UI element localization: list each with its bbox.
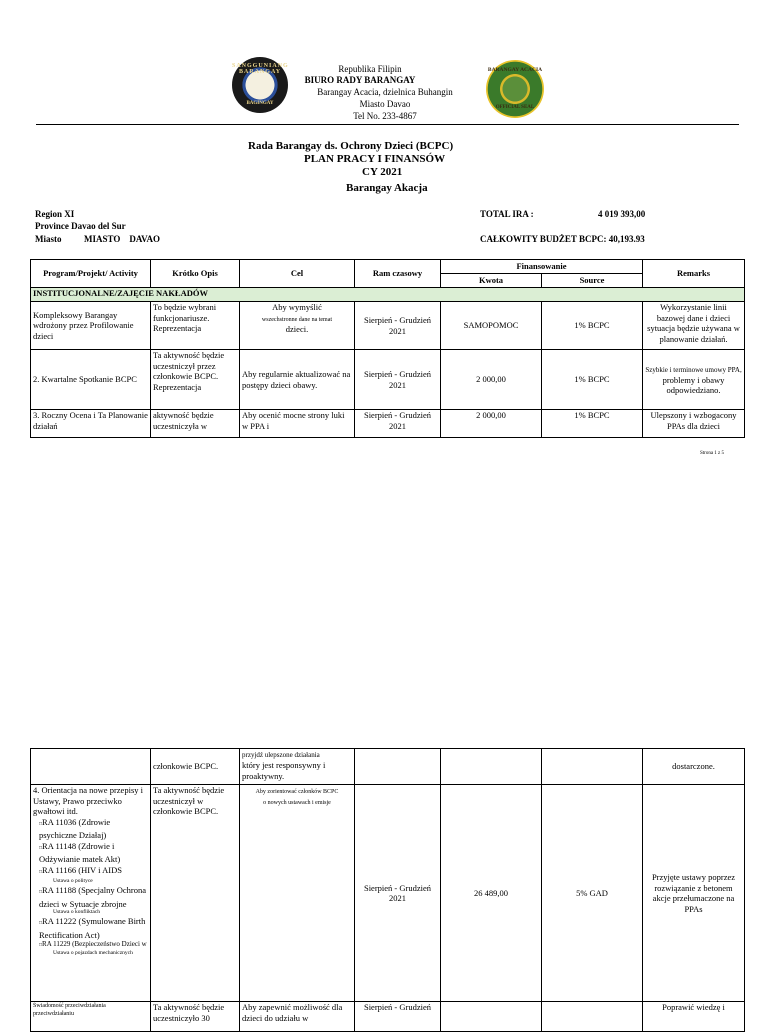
row4-goal [240, 785, 355, 1002]
col-amount: Kwota [441, 274, 542, 288]
row3-source: 1% BCPC [542, 410, 643, 438]
document-title: Rada Barangay ds. Ochrony Dzieci (BCPC) [248, 140, 454, 152]
row1-goal [240, 302, 355, 350]
law-item-sub: Ustawa o pojazdach mechanicznych [53, 950, 133, 956]
letterhead-address: Barangay Acacia, dzielnica Buhangin [317, 87, 453, 97]
seal-left-bottom: BAGINGAY [246, 101, 274, 106]
col-funding: Finansowanie [441, 260, 643, 274]
row3-amount: 2 000,00 [441, 410, 542, 438]
law-item [39, 817, 148, 841]
seal-right-text: BARANGAY ACACIA [487, 67, 543, 73]
document-subtitle: PLAN PRACY I FINANSÓW [304, 153, 446, 165]
row4-goal-b: o nowych ustawach i emisje [263, 800, 331, 806]
cont-program [31, 749, 151, 785]
city-label: Miasto MIASTO DAVAO [35, 234, 161, 244]
cont-goal-a: przyjdź ulepszone działania [242, 751, 320, 759]
row2-source: 1% BCPC [542, 350, 643, 410]
law-item-text: RA 11229 (Bezpieczeństwo Dzieci w [42, 940, 147, 948]
seal-left-text: SANGGUNIANG BARANGAY [232, 63, 289, 75]
table-row [31, 410, 745, 438]
section-heading: INSTITUCJONALNE/ZAJĘCIE NAKŁADÓW [31, 288, 745, 302]
law-item-text: RA 11036 (Zdrowie psychiczne Działaj) [39, 816, 111, 840]
letterhead-city: Miasto Davao [359, 99, 411, 109]
cont-source [542, 749, 643, 785]
table-row [31, 749, 745, 785]
cont-goal-b: który jest responsywny i proaktywny. [242, 760, 326, 781]
col-desc: Krótko Opis [151, 260, 240, 288]
cont-goal [240, 749, 355, 785]
letterhead-office: BIURO RADY BARANGAY [304, 75, 416, 85]
row2-goal: Aby regularnie aktualizować na postępy dzieci obawy. [240, 350, 355, 410]
region-label: Region XI [35, 209, 75, 219]
barangay-acacia-seal [486, 60, 544, 118]
row3-remarks: Ulepszony i wzbogacony PPAs dla dzieci [643, 410, 745, 438]
row5-time: Sierpień - Grudzień [355, 1002, 441, 1032]
row1-time: Sierpień - Grudzień 2021 [355, 302, 441, 350]
row4-remarks: Przyjęte ustawy poprzez rozwiązanie z betonem akcje przełumaczone na PPAs [643, 785, 745, 1002]
row4-goal-a: Aby zorientować członków BCPC [255, 789, 339, 795]
row1-goal-a: Aby wymyślić [272, 302, 322, 312]
law-item [39, 865, 148, 886]
row1-remarks: Wykorzystanie linii bazowej dane i dzieci sytuacja będzie używana w planowanie działań. [643, 302, 745, 350]
cont-amount [441, 749, 542, 785]
row3-program: 3. Roczny Ocena i Ta Planowanie działań [31, 410, 151, 438]
bcpc-budget: CAŁKOWITY BUDŻET BCPC: 40,193.93 [480, 234, 645, 244]
row2-time: Sierpień - Grudzień 2021 [355, 350, 441, 410]
row5-desc: Ta aktywność będzie uczestniczyło 30 [151, 1002, 240, 1032]
law-item [39, 885, 148, 916]
row2-remarks-b: problemy i obawy odpowiedziano. [662, 374, 725, 395]
letterhead-divider [36, 124, 739, 125]
row2-remarks [643, 350, 745, 410]
cont-time [355, 749, 441, 785]
law-item [39, 841, 148, 865]
row5-remarks: Poprawić wiedzę i [643, 1002, 745, 1032]
row1-goal-b: wszechstronne dane na temat [261, 316, 333, 323]
document-barangay: Barangay Akacja [346, 182, 428, 194]
row2-remarks-a: Szybkie i terminowe umowy PPA, [645, 365, 742, 374]
table-row [31, 302, 745, 350]
row5-program: Świadomość przeciwdziałania przeciwdziałaniu [31, 1002, 151, 1032]
row2-desc: Ta aktywność będzie uczestniczył przez członkowie BCPC. Reprezentacja [151, 350, 240, 410]
row4-source: 5% GAD [542, 785, 643, 1002]
row1-program: Kompleksowy Barangay wdrożony przez Profilowanie dzieci [31, 302, 151, 350]
seal-right-bottom: OFFICIAL SEAL [495, 105, 535, 110]
page-number: Strona 1 z 5 [700, 451, 725, 456]
row3-time: Sierpień - Grudzień 2021 [355, 410, 441, 438]
work-plan-table-continued [30, 748, 745, 1032]
col-source: Source [542, 274, 643, 288]
row4-amount: 26 489,00 [441, 785, 542, 1002]
cont-remarks: dostarczone. [643, 749, 745, 785]
row4-desc: Ta aktywność będzie uczestniczył w członkowie BCPC. [151, 785, 240, 1002]
table-row [31, 350, 745, 410]
row4-program-cell [31, 785, 151, 1002]
law-item-text: RA 11148 (Zdrowie i Odżywianie matek Akt) [39, 840, 121, 864]
letterhead-country: Republika Filipin [338, 64, 402, 74]
province-label: Province Davao del Sur [35, 221, 126, 231]
law-list [33, 817, 148, 958]
table-row [31, 1002, 745, 1032]
law-item-text: RA 11166 (HIV i AIDS [42, 864, 123, 875]
law-item-sub: Ustawa o konfliktach [53, 909, 101, 915]
col-time: Ram czasowy [355, 260, 441, 288]
letterhead-phone: Tel No. 233-4867 [353, 111, 417, 121]
row5-amount [441, 1002, 542, 1032]
law-item-sub: Ustawa o polityce [53, 878, 93, 884]
row1-goal-c: dzieci. [285, 323, 309, 334]
row3-desc: aktywność będzie uczestniczyła w [151, 410, 240, 438]
col-program: Program/Projekt/ Activity [31, 260, 151, 288]
table-row [31, 785, 745, 1002]
row1-amount: SAMOPOMOC [441, 302, 542, 350]
row4-time: Sierpień - Grudzień 2021 [355, 785, 441, 1002]
col-remarks: Remarks [643, 260, 745, 288]
row2-program: 2. Kwartalne Spotkanie BCPC [31, 350, 151, 410]
row4-program: 4. Orientacja na nowe przepisy i Ustawy, Prawo przeciwko gwałtowi itd. [33, 785, 143, 816]
total-ira-label: TOTAL IRA : [480, 209, 534, 219]
law-item-text: RA 11222 (Symulowane Birth Rectification Act) [39, 916, 146, 940]
row5-goal: Aby zapewnić możliwość dla dzieci do udziału w [240, 1002, 355, 1032]
law-item-text: RA 11188 (Specjalny Ochrona dzieci w Sytuacje zbrojne [39, 885, 146, 909]
row1-desc: To będzie wybrani funkcjonariusze. Reprezentacja [151, 302, 240, 350]
barangay-council-seal [232, 57, 288, 113]
document-year: CY 2021 [362, 166, 403, 178]
total-ira-value: 4 019 393,00 [598, 209, 646, 219]
row3-goal: Aby ocenić mocne strony luki w PPA i [240, 410, 355, 438]
law-item [39, 916, 148, 940]
work-plan-table [30, 259, 745, 438]
row1-source: 1% BCPC [542, 302, 643, 350]
col-goal: Cel [240, 260, 355, 288]
cont-desc: członkowie BCPC. [151, 749, 240, 785]
row5-source [542, 1002, 643, 1032]
row2-amount: 2 000,00 [441, 350, 542, 410]
law-item [39, 940, 148, 957]
